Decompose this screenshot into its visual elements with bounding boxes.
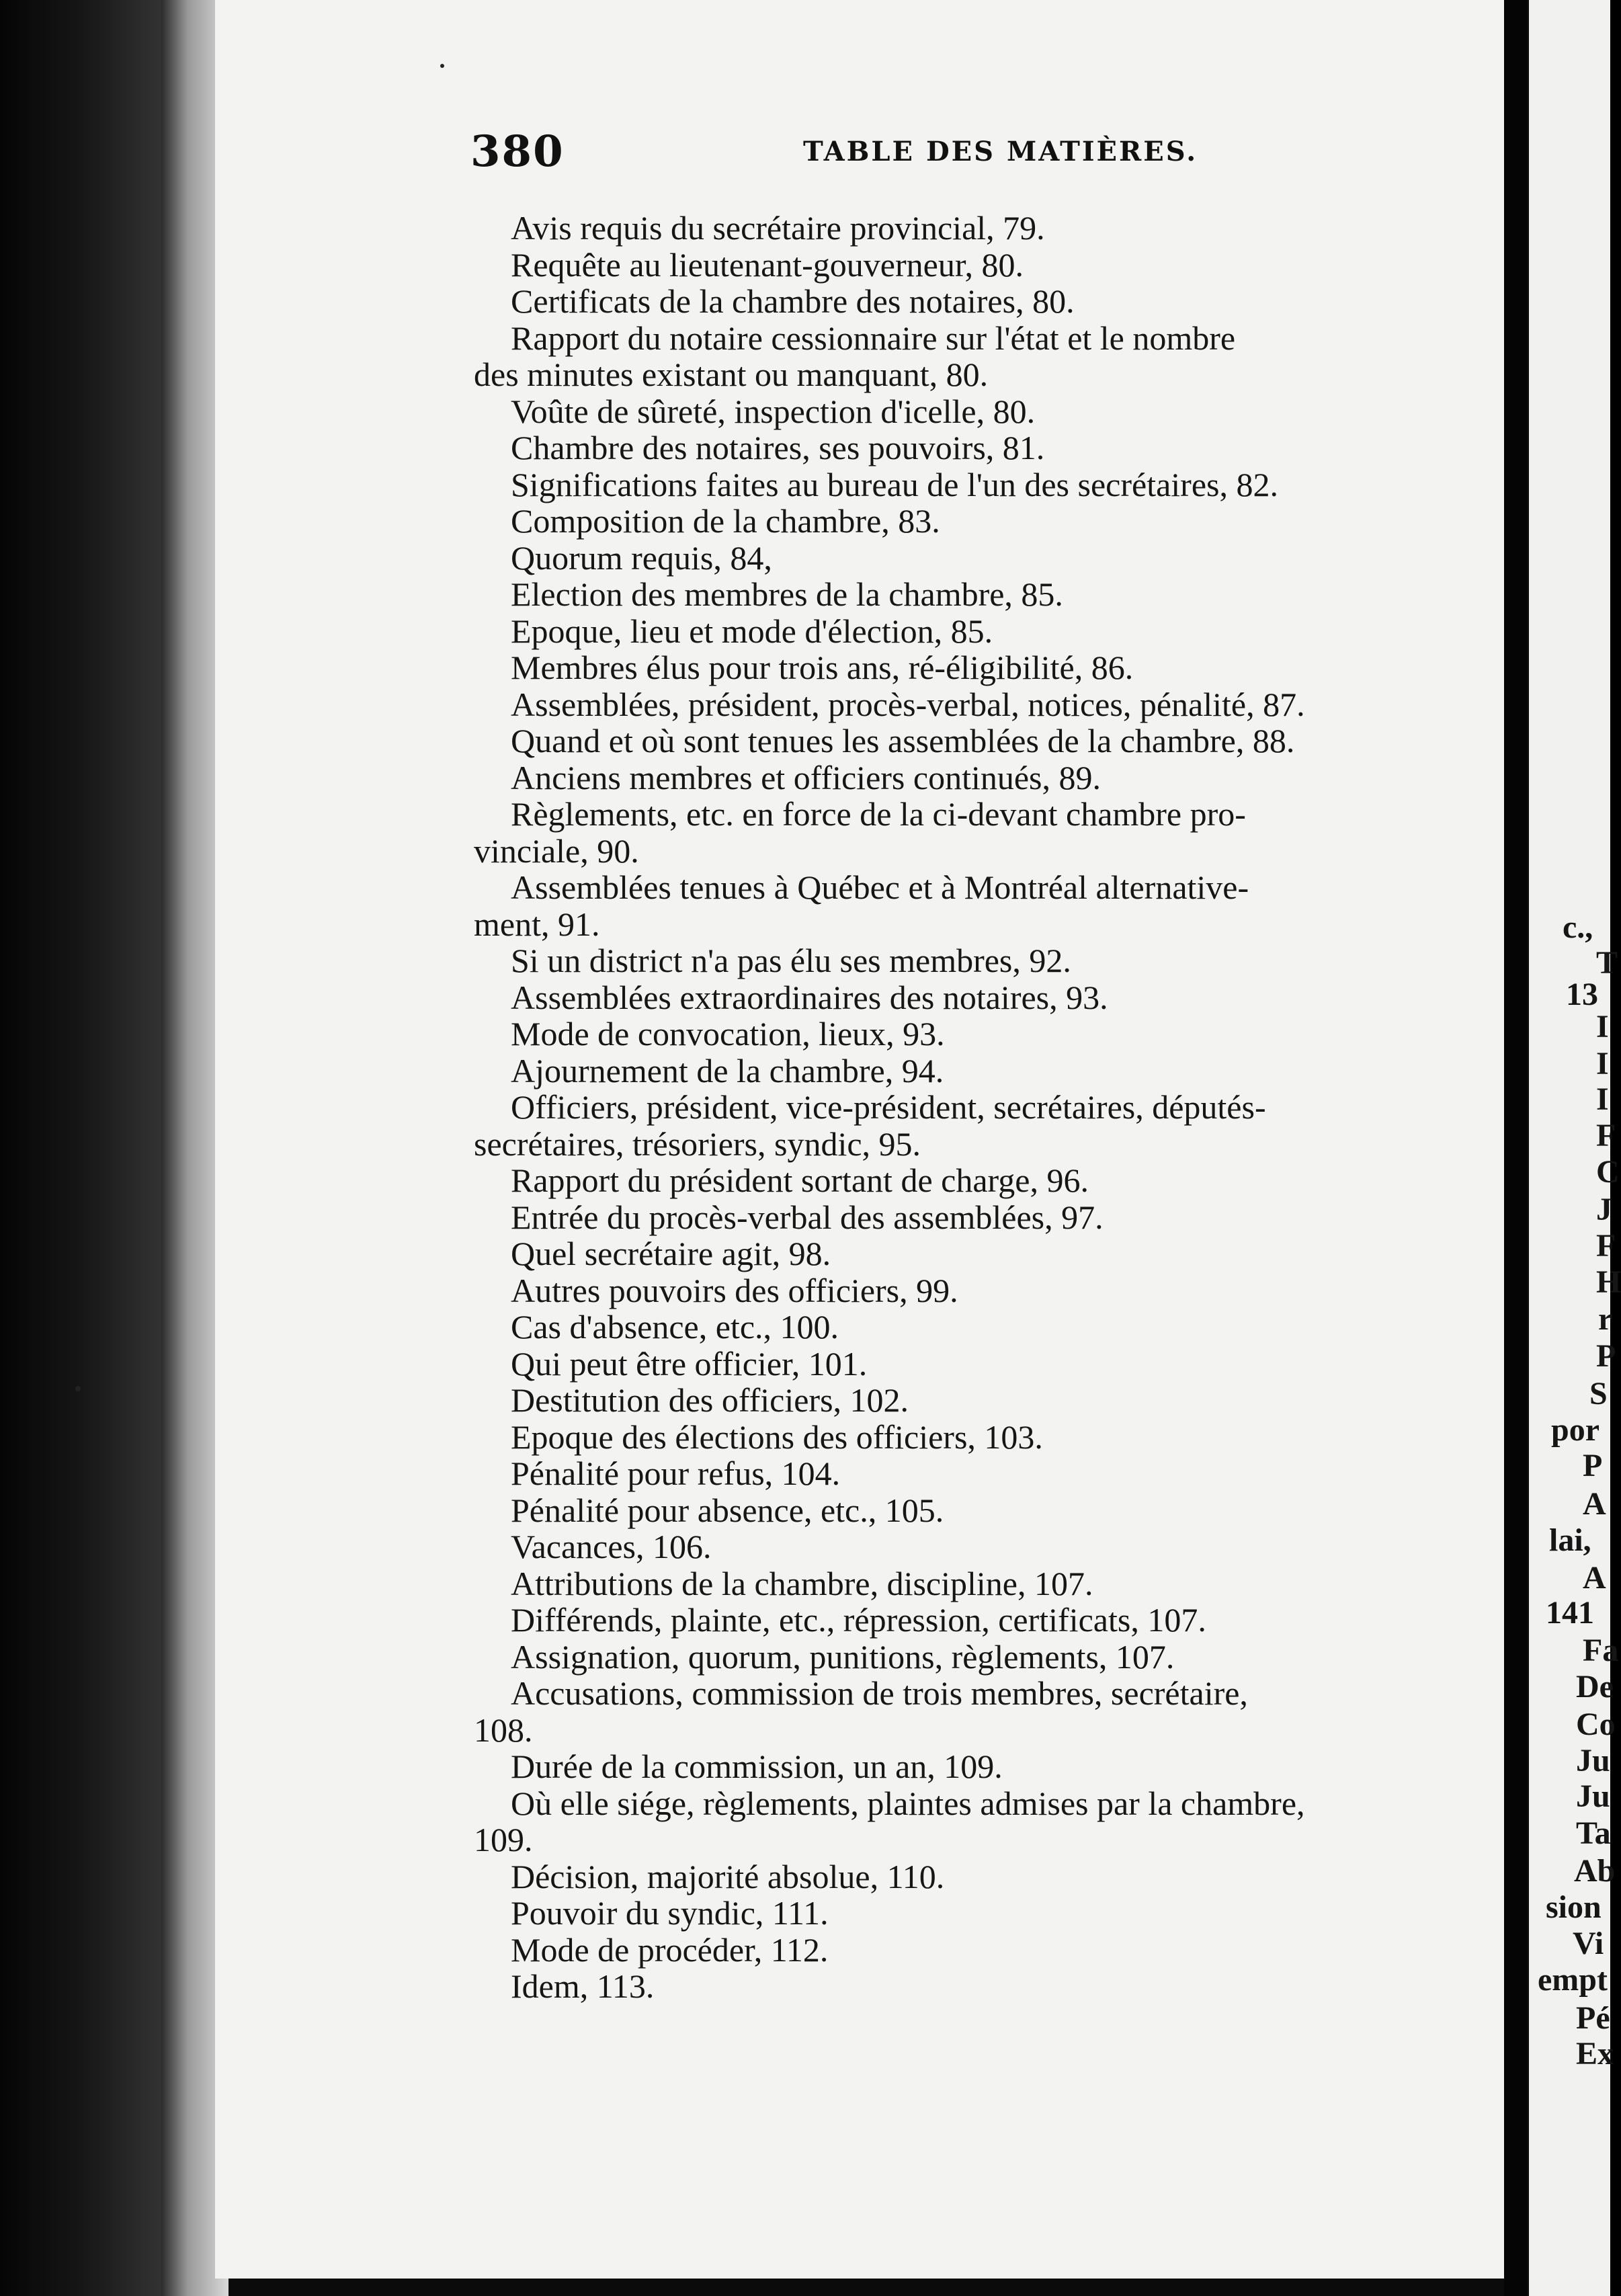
toc-entry: 109. xyxy=(474,1821,533,1858)
adjacent-page-fragments xyxy=(1538,0,1621,2296)
toc-entry: Règlements, etc. en force de la ci-devant chambre pro- xyxy=(511,795,1246,833)
page-number: 380 xyxy=(470,126,565,177)
toc-entry: Epoque, lieu et mode d'élection, 85. xyxy=(511,612,993,650)
toc-entry: Cas d'absence, etc., 100. xyxy=(511,1308,839,1346)
toc-entry: Destitution des officiers, 102. xyxy=(511,1381,909,1419)
toc-entry: Qui peut être officier, 101. xyxy=(511,1344,868,1383)
toc-entry: Pénalité pour refus, 104. xyxy=(511,1454,841,1492)
toc-entry: Entrée du procès-verbal des assemblées, 97. xyxy=(511,1198,1104,1236)
toc-entry: Accusations, commission de trois membres, secrétaire, xyxy=(511,1674,1248,1712)
adjacent-page-fragment: c., xyxy=(1563,909,1593,945)
adjacent-page-fragment: I xyxy=(1596,1009,1609,1044)
adjacent-page-fragment: por xyxy=(1551,1412,1599,1448)
toc-entry: Durée de la commission, un an, 109. xyxy=(511,1748,1003,1785)
toc-entry: Autres pouvoirs des officiers, 99. xyxy=(511,1271,958,1309)
adjacent-page-fragment: A xyxy=(1583,1560,1606,1596)
toc-entry: Assemblées, président, procès-verbal, notices, pénalité, 87. xyxy=(511,685,1305,723)
page-gutter xyxy=(1504,0,1527,2296)
adjacent-page-fragment: J xyxy=(1596,1192,1612,1227)
toc-entry: Election des membres de la chambre, 85. xyxy=(511,575,1063,613)
adjacent-page-fragment: empt xyxy=(1538,1962,1608,1998)
left-gutter xyxy=(0,0,181,2296)
toc-entry: Certificats de la chambre des notaires, 80. xyxy=(511,282,1075,320)
toc-entry: Requête au lieutenant-gouverneur, 80. xyxy=(511,245,1024,284)
adjacent-page-fragment: P xyxy=(1583,1448,1603,1483)
page-header xyxy=(470,126,1512,180)
toc-entry: Pouvoir du syndic, 111. xyxy=(511,1894,829,1932)
toc-entry: Assemblées extraordinaires des notaires, 93. xyxy=(511,978,1108,1016)
toc-entry: Si un district n'a pas élu ses membres, 92. xyxy=(511,942,1071,979)
adjacent-page-fragment: De xyxy=(1576,1669,1614,1705)
toc-entry: Assemblées tenues à Québec et à Montréal alternative- xyxy=(511,868,1249,906)
toc-entry: Epoque des élections des officiers, 103. xyxy=(511,1418,1043,1456)
adjacent-page-fragment: C xyxy=(1596,1154,1620,1190)
adjacent-page-fragment: 141 xyxy=(1546,1595,1594,1631)
adjacent-page-fragment: Ab xyxy=(1574,1853,1616,1889)
toc-entry: Voûte de sûreté, inspection d'icelle, 80. xyxy=(511,392,1036,430)
adjacent-page-fragment: Pé xyxy=(1576,2000,1610,2036)
toc-entry: Différends, plainte, etc., répression, certificats, 107. xyxy=(511,1601,1206,1639)
toc-entry: Idem, 113. xyxy=(511,1967,655,2005)
scan-speck xyxy=(75,1386,81,1391)
toc-entry: Significations faites au bureau de l'un des secrétaires, 82. xyxy=(511,465,1278,503)
adjacent-page-fragment: Ju xyxy=(1576,1743,1610,1778)
toc-entry: Quorum requis, 84, xyxy=(511,538,772,577)
adjacent-page-fragment: sion xyxy=(1546,1889,1602,1925)
adjacent-page-fragment: lai, xyxy=(1549,1522,1591,1558)
adjacent-page-fragment: Vi xyxy=(1573,1926,1604,1961)
adjacent-page-fragment: r xyxy=(1598,1301,1613,1337)
adjacent-page-fragment: H xyxy=(1596,1264,1621,1300)
adjacent-page-fragment: 13 xyxy=(1566,977,1598,1012)
adjacent-page-fragment: P xyxy=(1596,1338,1616,1374)
adjacent-page-fragment: I xyxy=(1596,1081,1609,1117)
toc-entry: Mode de procéder, 112. xyxy=(511,1930,829,1969)
adjacent-page-fragment: S xyxy=(1589,1376,1608,1411)
toc-entry: Attributions de la chambre, discipline, 107. xyxy=(511,1564,1093,1602)
adjacent-page-fragment: Co xyxy=(1576,1707,1616,1742)
toc-entry: Chambre des notaires, ses pouvoirs, 81. xyxy=(511,429,1045,466)
adjacent-page-fragment: F xyxy=(1596,1228,1616,1264)
toc-entry: Où elle siége, règlements, plaintes admises par la chambre, xyxy=(511,1784,1305,1822)
toc-entry: Assignation, quorum, punitions, règlements, 107. xyxy=(511,1637,1175,1676)
adjacent-page-fragment: Ex xyxy=(1576,2036,1614,2072)
toc-entry: Avis requis du secrétaire provincial, 79. xyxy=(511,209,1045,247)
adjacent-page-fragment: I xyxy=(1596,1046,1609,1081)
toc-entry: Décision, majorité absolue, 110. xyxy=(511,1857,945,1895)
adjacent-page-fragment: Ta xyxy=(1576,1815,1611,1851)
toc-entry: Ajournement de la chambre, 94. xyxy=(511,1051,944,1090)
toc-entry: Composition de la chambre, 83. xyxy=(511,502,940,540)
toc-entry: 108. xyxy=(474,1711,533,1749)
scan-speck xyxy=(440,64,444,68)
adjacent-page-fragment: Fa xyxy=(1583,1633,1619,1668)
toc-entry: des minutes existant ou manquant, 80. xyxy=(474,356,989,393)
adjacent-page-fragment: T xyxy=(1596,945,1618,981)
toc-entry: Membres élus pour trois ans, ré-éligibilité, 86. xyxy=(511,649,1134,686)
adjacent-page-fragment: Ju xyxy=(1576,1778,1610,1814)
toc-entry: Quel secrétaire agit, 98. xyxy=(511,1235,831,1272)
table-of-contents xyxy=(474,210,1462,2005)
running-title: TABLE DES MATIÈRES. xyxy=(803,136,1198,167)
toc-entry: Quand et où sont tenues les assemblées de la chambre, 88. xyxy=(511,722,1295,760)
toc-entry: Anciens membres et officiers continués, 89. xyxy=(511,758,1102,796)
toc-entry: ment, 91. xyxy=(474,905,600,943)
adjacent-page-fragment: F xyxy=(1596,1118,1616,1153)
adjacent-page-fragment: A xyxy=(1583,1486,1606,1522)
toc-entry: Rapport du notaire cessionnaire sur l'état et le nombre xyxy=(511,319,1236,357)
toc-entry: Rapport du président sortant de charge, 96. xyxy=(511,1161,1089,1199)
toc-entry: Mode de convocation, lieux, 93. xyxy=(511,1015,945,1053)
toc-entry: secrétaires, trésoriers, syndic, 95. xyxy=(474,1124,921,1163)
toc-entry: Vacances, 106. xyxy=(511,1528,712,1565)
toc-entry: vinciale, 90. xyxy=(474,831,639,870)
toc-entry: Officiers, président, vice-président, secrétaires, députés- xyxy=(511,1088,1266,1126)
toc-entry: Pénalité pour absence, etc., 105. xyxy=(511,1491,944,1529)
